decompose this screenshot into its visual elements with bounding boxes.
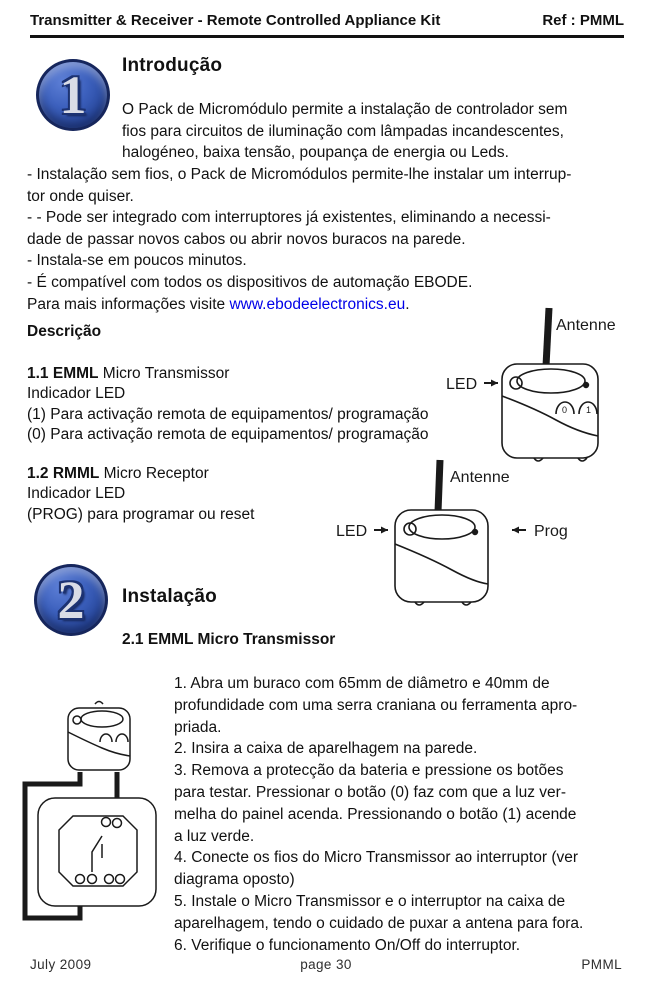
prog-arrowhead (512, 527, 519, 534)
header-title: Transmitter & Receiver - Remote Controlled Appliance Kit (30, 12, 441, 29)
antenna-label: Antenne (450, 469, 510, 486)
step-line: a luz verde. (174, 827, 255, 845)
footer-date: July 2009 (30, 957, 92, 972)
terminal-bottom-3 (105, 875, 114, 884)
step-line: 2. Insira a caixa de aparelhagem na parede. (174, 740, 478, 758)
website-link[interactable]: www.ebodeelectronics.eu (229, 295, 406, 313)
section-1-number: 1 (59, 65, 87, 125)
section-1-title: Introdução (122, 55, 223, 76)
prog-dot (584, 383, 589, 388)
descricao-heading: Descrição (27, 323, 102, 340)
bullet-line: tor onde quiser. (27, 187, 134, 205)
antenna-label: Antenne (556, 317, 616, 334)
prog-dot (473, 530, 478, 535)
intro-line: O Pack de Micromódulo permite a instalação de controlador sem (122, 101, 568, 118)
step-line: 6. Verifique o funcionamento On/Off do interruptor. (174, 936, 521, 954)
step-line: priada. (174, 718, 222, 736)
rmml-block (27, 464, 254, 525)
footer-ref: PMML (581, 957, 622, 972)
step-line: profundidade com uma serra craniana ou ferramenta apro- (174, 696, 578, 714)
step-line: 3. Remova a protecção da bateria e pressione os botões (174, 762, 564, 780)
rmml-line: (PROG) para programar ou reset (27, 505, 255, 523)
receiver-diagram (330, 452, 630, 614)
emml-title (27, 364, 429, 384)
step-line: melha do painel acenda. Pressionando o botão (1) acende (174, 805, 577, 823)
header-ref: Ref : PMML (542, 12, 624, 29)
rmml-title (27, 464, 254, 484)
antenna-line (546, 308, 549, 366)
bullet-line: - Instala-se em poucos minutos. (27, 252, 247, 270)
step-line: 4. Conecte os fios do Micro Transmissor ao interruptor (ver (174, 849, 579, 867)
section-1-badge (36, 59, 110, 131)
intro-bullets (27, 164, 571, 315)
link-suffix: . (405, 295, 410, 313)
bullet-line: - É compatível com todos os dispositivos de automação EBODE. (27, 273, 473, 291)
emml-code: 1.1 EMML (27, 365, 99, 382)
prog-label: Prog (534, 523, 568, 540)
led-arrowhead (491, 380, 498, 387)
intro-paragraph (122, 99, 567, 164)
terminal-bottom-4 (116, 875, 125, 884)
rmml-code: 1.2 RMML (27, 465, 100, 482)
terminal-bottom-1 (76, 875, 85, 884)
rmml-name: Micro Receptor (99, 465, 209, 482)
emml-line: (1) Para activação remota de equipamentos/ programação (27, 405, 429, 423)
installation-steps (174, 673, 583, 956)
link-prefix: Para mais informações visite (27, 295, 230, 313)
rmml-line: Indicador LED (27, 485, 126, 503)
intro-line: halogéneo, baixa tensão, poupança de energia ou Leds. (122, 144, 509, 162)
step-line: 1. Abra um buraco com 65mm de diâmetro e 40mm de (174, 675, 550, 692)
emml-block (27, 364, 429, 446)
section-2-badge (34, 564, 108, 636)
led-label: LED (446, 376, 478, 393)
wiring-diagram (16, 680, 182, 932)
button-1-label: 1 (586, 405, 592, 415)
device-body (68, 708, 130, 770)
led-label: LED (336, 523, 368, 540)
terminal-top-2 (113, 819, 122, 828)
bullet-line: - Instalação sem fios, o Pack de Micromódulos permite-lhe instalar um interrup- (27, 166, 572, 183)
antenna-line (438, 460, 440, 512)
emml-line: Indicador LED (27, 385, 126, 403)
terminal-bottom-2 (88, 875, 97, 884)
page-footer (30, 957, 622, 972)
antenna-nub (95, 702, 103, 705)
section-2-subheading: 2.1 EMML Micro Transmissor (122, 631, 336, 648)
emml-name: Micro Transmissor (98, 365, 230, 382)
bullet-line: dade de passar novos cabos ou abrir novos buracos na parede. (27, 230, 466, 248)
section-2-title: Instalação (122, 586, 217, 607)
intro-line: fios para circuitos de iluminação com lâmpadas incandescentes, (122, 122, 564, 140)
footer-page-number: page 30 (300, 957, 352, 972)
step-line: para testar. Pressionar o botão (0) faz com que a luz ver- (174, 783, 566, 801)
page-header (30, 12, 624, 38)
terminal-top-1 (102, 818, 111, 827)
step-line: 5. Instale o Micro Transmissor e o interruptor na caixa de (174, 892, 566, 910)
section-2-number: 2 (57, 570, 85, 630)
emml-line: (0) Para activação remota de equipamentos/ programação (27, 426, 429, 444)
bullet-line: - - Pode ser integrado com interruptores já existentes, eliminando a necessi- (27, 209, 551, 227)
wall-box (38, 798, 156, 906)
button-0-label: 0 (562, 405, 568, 415)
step-line: diagrama oposto) (174, 871, 295, 889)
transmitter-diagram (438, 296, 648, 464)
step-line: aparelhagem, tendo o cuidado de puxar a antena para fora. (174, 914, 584, 932)
led-arrowhead (381, 527, 388, 534)
